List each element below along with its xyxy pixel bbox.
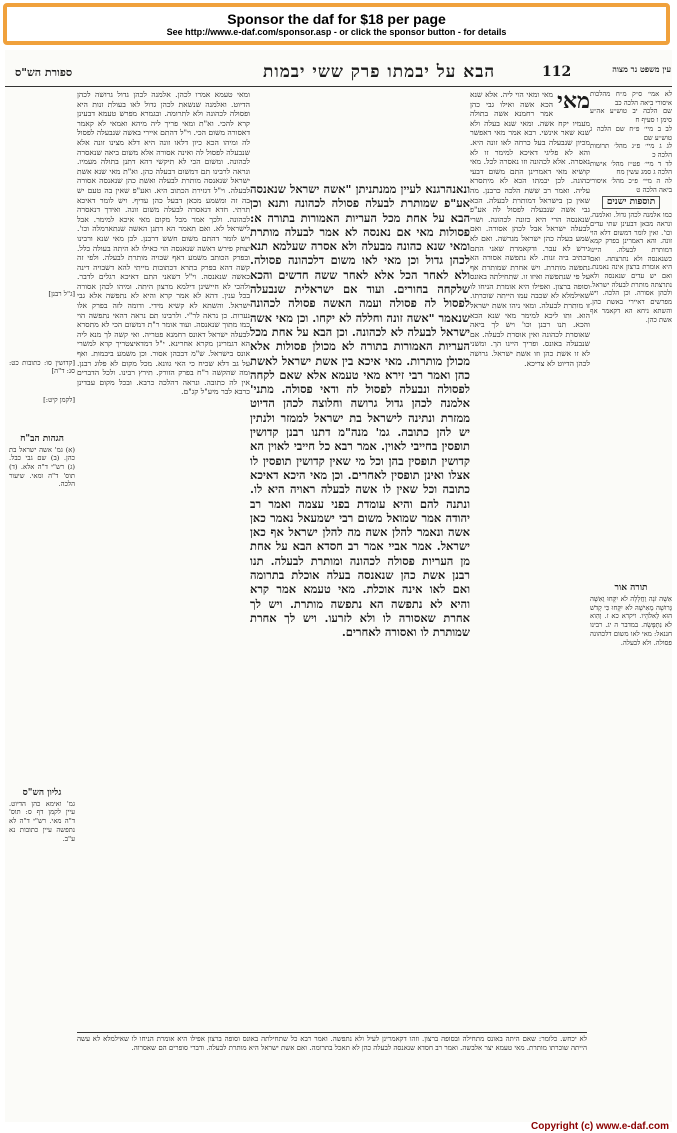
hagahot-text: (א) גמ' אשה ישראל בת כהן. (ב) שם גבי כבל. (ג) רש"י ד"ה אלא. (ד) תוס' ד"ה ומאי. שיעור הלכה.: [9, 445, 75, 489]
rashi-text: מאי ומאי הוי ליה. אלא שנא הכא אשה ואילו גבי כהן אמר רחמנא אשה בתולה מעמיו יקח אשה. ומאי שנא בעלה ולא שנא שאר אינשי. רבא אמר מאי דאפשר מכיון שנבעלה בעל כרחה לאו זונה היא. והא לא פליגי דאיכא למימר זו לא נאסרה. אלא לכהונה וזו נאסרה לכל. מאי קושיא מאי דאמרינן התם משום דבעי כהונה. לכן יבמתו הכא לא מיתסרא עליה. ואמר רב ששת הלכה כרבנן. מה שאין כן בישראל דמותרת לבעלה. הכא גבי אשה שנבעלה לפסול לה אע"פ שנאנסה הרי היא כזונה לכהונה. ושרי לבעלה ישראל אבל לכהן אסורה. ואם שמע בעלה כהן ישראל מגרשה. ואם לא גירש לא עבר. ודקאמרת שאני התם דכתיב ביה זנות. לא נתפשה אסורה הא נתפשה מותרת. ויש אחרת שמותרת אף על פי שנתפשה ואיזו זו. שתחילתה באונס וסופה ברצון. ואפילו היא אומרת הניחו לו שאילמלא לא שכבה עמו הייתה שוכרתו. זו מותרת לבעלה. ומאי ניהו אשת ישראל הוא. ותו ליכא למימר מאי שנא הכא והכא. תנו רבנן וכו' ויש לך ביאה שאוסרת לכהונה ואין אוסרת לבעלה. אם שנבעלה באונס. ופריך היינו הך. ומשני לא זו אשת כהן וזו אשת ישראל. גרושה לכהן הדיוט לא צריכא.: [470, 90, 590, 368]
gemara-text: ונאנהרגנא לעיין ממנתניתן "אשה ישראל שנאנסה אע"פ שמותרת לבעלה פסולה לכהונה ותנא וכן הבא על אחת מכל העריות האמורות בתורה א: פסולות מאי אם נאנסה לא אמר לבעלה מותרת ומאי שנא כהונה מבעלה ולא אסרה שעלמא תנא לכהן גדול וכן מאי לאו משום דלכהונה פסולה. ולא לאחר הכל אלא לאחר ששה חדשים והכא שלקחה בחורים. ועוד אם ישראלית שנבעלה לפסול לה פסולה ועמה האשה פסולה לכהונה שנאמר "אשה זונה וחללה לא יקחו. וכן מאי אשה ישראל לבעלה לא לכהונה. וכן הבא על אחת מכל העריות האמורות בתורה לא מכולן פסולות אלא מכולן מותרות. מאי איכא בין אשת ישראל לאשת כהן ואמר רבי זירא מאי טעמא אלא שאם לקחה לפסולה ונבעלה לפסול לה ודאי פסולה. מתני' אלמנה לכהן גדול גרושה וחלוצה לכהן הדיוט ממזרת ונתינה לישראל בת ישראל לממזר ולנתין יש להן כתובה. גמ' מנה"מ דתנו רבנן קדושין תופסין בחייבי לאוין. אמר רבא כל חייבי לאוין הא קדושין תופסין בהן וכל מי שאין קדושין תופסין לו אצלו ואינן תופסין לאחרים. וכן מאי היכא דאיכא כתובה וכל שאין לו אשה לבעלה ראויה היא לו. ונתנה להם והיא עומדת בפני עצמה ואמר רב יהודה אמר שמואל משום רבי ישמעאל נאמר כאן אשה ונאמר להלן אשה מה להלן ישראל אף כאן ישראל. אמר אביי אמר רב חסדא הבא על אחת מן העריות פסולה לכהונה ומותרת לבעלה. תנו רבנן אשת כהן שנאנסה בעלה אוכלת בתרומה ואם לאו אינה אוכלת. מאי טעמא אמר קרא והיא לא נתפשה הא נתפשה מותרת. ויש לך אחרת שאסורה לו ולא לזרעו. ויש לך אחרת שמותרת לו ואסורה לאחרים.: [250, 182, 470, 640]
header-left-label: ספורת הש"ס: [15, 66, 73, 79]
sponsor-details: See http://www.e-daf.com/sponsor.asp - or click the sponsor button - for details: [166, 26, 507, 37]
bottom-notes: [77, 1035, 587, 1115]
ein-mishpat-entry: שם הלכה יב טוש״ע אה״ע סימן ו סעיף ח: [590, 107, 672, 125]
sponsor-banner[interactable]: [3, 3, 670, 45]
hagahot-title: הגהות הב"ח: [20, 433, 64, 444]
page-header: [5, 62, 672, 84]
left-margin-column: [9, 90, 75, 1080]
header-divider: [5, 86, 672, 87]
header-right-label: עין משפט נר מצוה: [612, 64, 671, 74]
chapter-title: הבא על יבמתו פרק ששי יבמות: [263, 62, 496, 82]
tosafot-yeshanim-text: כמו אלמנה לכהן גדול. ואלמנה. ונראה מכאן דבעינן שתי עדים וכו'. ואין לומר דמשום דלא הוי זונה. והא דאמרינן בפרק קמא דמותרת לבעלה. היינו כשנאנסה ולא נתרצתה. ואם היא אומרת ברצון אינה נאמנת. ואם יש עדים שנאנסה ולא נתרצתה מותרת לבעלה ישראל. ולכהן אסורה. וכן הלכה. ויש מפרשים דאיירי באשת כהן. והשתא ניחא הא דקאמר אף אשת כהן.: [590, 211, 672, 324]
gilyon-title: גליון הש"ס: [22, 788, 62, 799]
bottom-divider: [77, 1032, 587, 1033]
gilyon-text: גמ' ואימא כהן הדיוט. עיין לקמן דף ס: תוס' ד"ה מאי. רש"י ד"ה לא נתפשה עיין כתובות נא ע"ב.: [9, 799, 75, 843]
tosafot-column: [77, 90, 250, 1035]
margin-ref: [קדושין סו: כתובות כט: סנ: ד"ה]: [9, 358, 75, 376]
ein-mishpat-entry: לב ב מיי׳ פ״ח שם הלכה ג טוש״ע שם: [590, 124, 672, 142]
right-margin-column: [590, 90, 672, 1090]
torah-or-title: תורה אור: [614, 583, 648, 594]
bottom-notes-text: לא יכחש. כלומר: שאם היתה באונס מתחילה ובסופה ברצון. וזהו דקאמרינן לעיל ולא נתפשה. ואמר רבא כל שתחילתה באונס וסופה ברצון אפילו היא אומרת הניחו לו שאילמלא לא עשה הייתה שוכרתו מותרת. מאי טעמא יצר אלבשה. ואמר רב חסדא שנאנסה לבעלה כהן לא תאכל בתרומה. ואם אשת ישראל היא מותרת לבעלה. ודברי סופרים הם שאסרוה.: [77, 1035, 587, 1052]
tosafot-yeshanim-title: תוספות ישנים: [602, 196, 660, 209]
margin-ref: [ג"ל רבנן]: [48, 290, 75, 298]
page-number: 112: [542, 64, 572, 80]
margin-ref: [לקמן קיט:]: [43, 396, 75, 405]
tosafot-text: ומאי טעמא אמרו לכהן. אלמנה לכהן גדול גרושה לכהן הדיוט. ואלמנה שנשאת לכהן גדול לאו בעולת זנות היא ופסולה לכהונה ולא לתרומה. ובגמרא מפרש טעמא דבעינן קרא להכי. וא"ת ומאי פריך ליה מיהא ואמאי לא קאמר דאסורה משום הכי. וי"ל דהתם איירי באשה שנבעלה לפסול לה ומיהו הכא כיון דלאו זונה היא דלא מצינו זונה אלא שנבעלה לפסול לה ואינה אסורה אלא משום ביאה שנאסרה לכהונה. ומשום הכי לא תיקשי דהא דתנן בתולה מעמיו. ונראה לרבינו תם דמשום דבעלה כהן. וא"ת מאי שנא אשת ישראל שנאנסה מותרת לבעלה ואשת כהן שנאנסה אסורה לבעלה. וי"ל דגזירת הכתוב היא. ואע"פ שאין בה טעם יש בה זה ומשמע מכאן דבעל כהן עדיף. ויש לומר דאיכא תרתי. חדא דנאסרה לבעלה משום זונה. ואידך דנאסרה לכהונה. ולכך אמר מכל מקום מאי איכא למימר. אבל לישראל לא. ואם תאמר הא דתנן האשה שנתארמלה וכו'. ויש לומר דהתם משום חשש דרבנן. לכן מאי שנא ורבינו יצחק פירש דאשה שנאנסה הוי כאילו לא היתה בעולה כלל. ובפרק הכותב משמע דאף שבויה מותרת לבעלה. ולפי זה קשה דהא בפרק בתרא דכתובות מייתי להא דשבויה דינה כאשה שנאנסה. וי"ל דשאני התם דאיכא רגלים לדבר. ולהכי לא חיישינן דילמא מרצון היתה. ומיהו לכהן אסורה בכל ענין. דהא לא אמר קרא והיא לא נתפשה אלא גבי ישראל. והשתא לא קשיא מידי. ודומה לזה בפרק אלו נערות. כן נראה לר"י. ולרבינו תם נראה דהאי נתפשה הוי כמו מתוך שנאנסה. ועוד אומר ר"ת דמשום הכי לא מתסרא לבעלה ישראל דאונס רחמנא פטריה. ואי קשה לך מנא ליה הא דגמרינן מקרא אחרינא. י"ל דמדאיצטריך קרא למשרי אונס בישראל. ש"מ דבכהן אסור. וכן משמע ביבמות. ואף על גב דלא שכיח כי האי גוונא. מכל מקום לא פלוג רבנן. ומה שהקשה ר"ח בפרק הזורק. תירץ רבינו. ולכל הדברים אין לה כתובה. ונראה דהלכה כרבא. ובכל מקום עבדינן כרבא לבר מיע"ל קג"ם.: [77, 90, 250, 397]
rashi-column: [470, 90, 590, 948]
gemara-column: [250, 182, 470, 997]
opening-word: מאי: [557, 90, 590, 114]
ein-mishpat-entry: לא אמי׳ ס״ק מ״ח מהלכות איסורי ביאה הלכה כב: [590, 90, 672, 107]
ein-mishpat-entry: לד ד מיי׳ פט״ז מהל׳ אישות הלכה ג סמג עשין מח: [590, 159, 672, 177]
ein-mishpat-entry: לג ג מיי׳ פ״ג מהל׳ תרומות הלכה כ: [590, 142, 672, 159]
torah-or-text: אִשָּׁה זֹנָה וַחֲלָלָה לֹא יִקָּחוּ וְאִשָּׁה גְּרוּשָׁה מֵאִישָׁהּ לֹא יִקָּחוּ כִּי קָדֹשׁ הוּא לֵאלֹהָיו. ויקרא כא ז. וְהִוא לֹא נִתְפָּשָׂה. במדבר ה יג. רבינו חננאל: מאי לאו משום דלכהונה פסולה. ולא לבעלה.: [590, 594, 672, 647]
talmud-page: [5, 50, 672, 1122]
copyright-link[interactable]: Copyright (c) www.e-daf.com: [531, 1121, 669, 1132]
ein-mishpat-entry: לה ה מיי׳ פ״כ מהל׳ איסורי ביאה הלכה ט: [590, 177, 672, 194]
sponsor-headline[interactable]: Sponsor the daf for $18 per page: [227, 10, 446, 27]
